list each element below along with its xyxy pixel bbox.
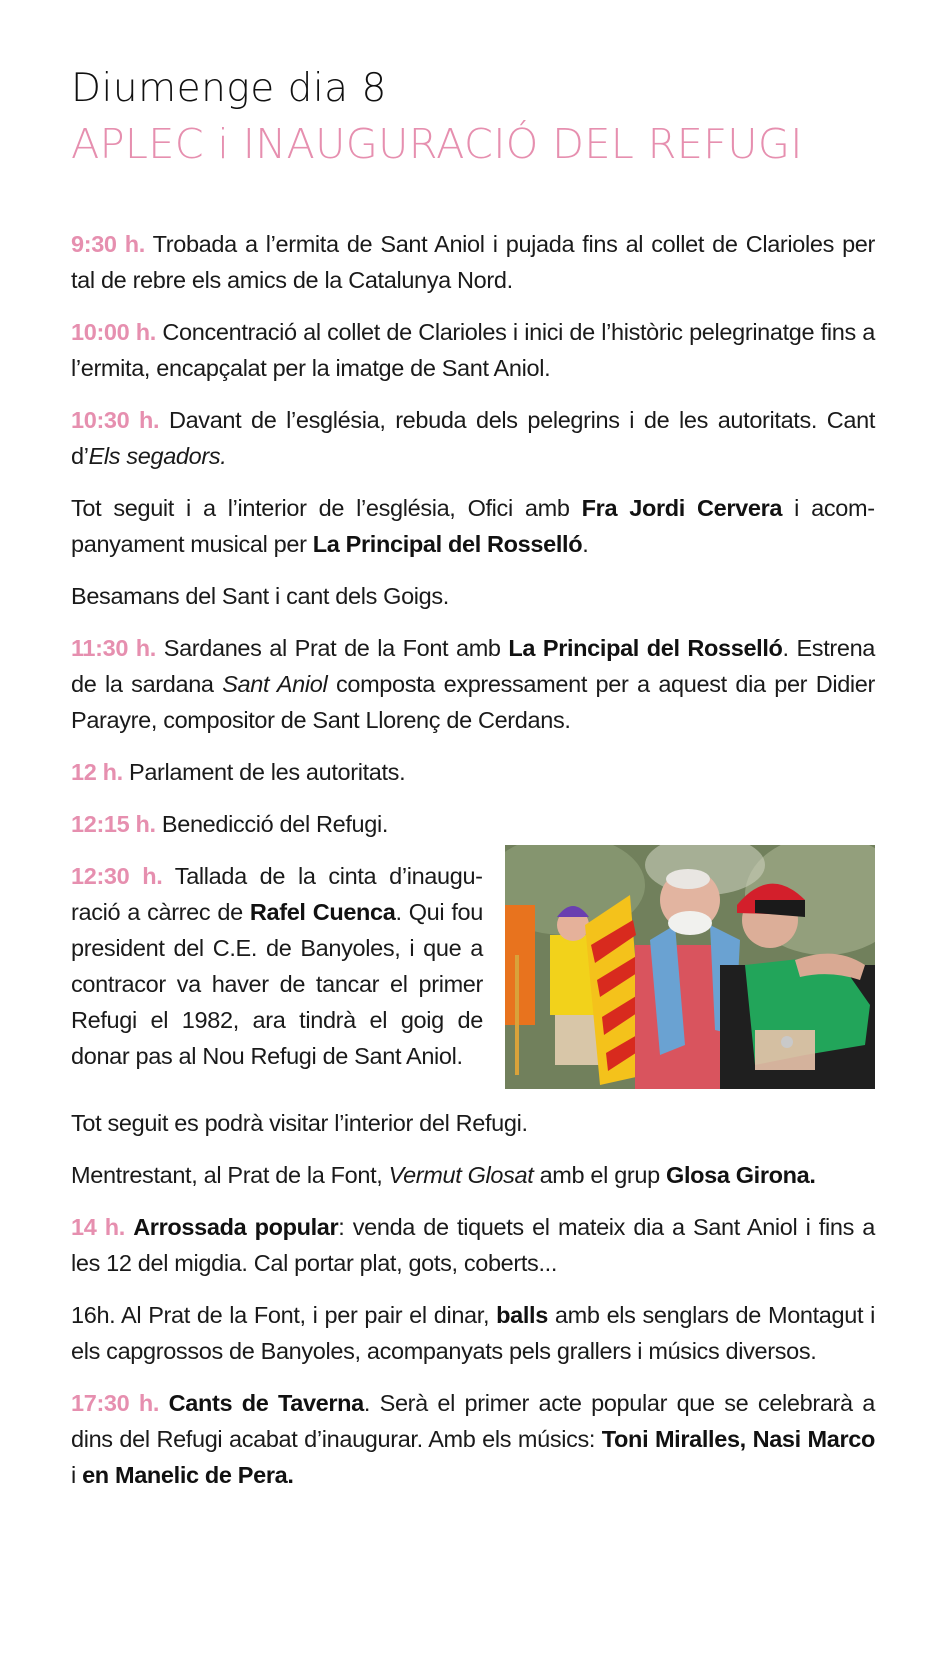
program-item xyxy=(71,578,875,614)
page-header xyxy=(71,62,803,172)
day-title: Diumenge dia 8 xyxy=(71,66,387,111)
event-time: 12:30 h. xyxy=(71,863,163,889)
event-time: 10:30 h. xyxy=(71,407,160,433)
event-time: 9:30 h. xyxy=(71,231,145,257)
event-description: Concentració al collet de Clarioles i inici de l’històric pelegrinatge fins a l’ermita, encapçalat per la imatge de Sant Aniol. xyxy=(71,319,876,381)
event-description: . Estrena de la sardana xyxy=(71,635,876,697)
event-description: Sardanes al Prat de la Font amb xyxy=(156,635,509,661)
program-item xyxy=(71,402,875,474)
event-description: . Qui fou president del C.E. de Banyoles, i que a contracor va haver de tancar el primer Refugi el 1982, ara tindrà el goig de donar pas al Nou Refugi de Sant Aniol. xyxy=(71,899,483,1069)
event-time: 14 h. xyxy=(71,1214,125,1240)
highlighted-name: Glosa Girona. xyxy=(666,1162,816,1188)
featured-block xyxy=(71,858,875,1089)
event-photo xyxy=(505,845,875,1089)
highlighted-name: Arrossada popular xyxy=(133,1214,339,1240)
event-description xyxy=(159,1390,169,1416)
highlighted-name: La Principal del Rosselló xyxy=(312,531,583,557)
event-description: Mentrestant, al Prat de la Font, xyxy=(71,1162,389,1188)
italic-title: Vermut Glosat xyxy=(388,1162,534,1188)
event-description: Tot seguit es podrà visitar l’interior del Refugi. xyxy=(71,1110,528,1136)
program-item xyxy=(71,754,875,790)
event-time: 12:15 h. xyxy=(71,811,156,837)
program-item xyxy=(71,1157,875,1193)
program-item xyxy=(71,630,875,738)
program-item xyxy=(71,490,875,562)
event-description: Besamans del Sant i cant dels Goigs. xyxy=(71,583,449,609)
program-item xyxy=(71,1385,875,1493)
highlighted-name: Rafel Cuenca xyxy=(249,899,396,925)
program-list-after xyxy=(71,1105,875,1493)
highlighted-name: Toni Miralles, Nasi Marco xyxy=(601,1426,875,1452)
program-list xyxy=(71,226,875,842)
event-title: APLEC i INAUGURACIÓ DEL REFUGI xyxy=(71,120,803,168)
event-description: Parlament de les autoritats. xyxy=(122,759,406,785)
highlighted-name: en Manelic de Pera. xyxy=(82,1462,294,1488)
event-time: 10:00 h. xyxy=(71,319,156,345)
event-description: Benedicció del Refugi. xyxy=(155,811,389,837)
event-description: composta expressament per a aquest dia per Didier Parayre, compositor de Sant Llorenç de Cerdans. xyxy=(71,671,875,733)
program-item xyxy=(71,1209,875,1281)
program-item xyxy=(71,314,875,386)
event-time: 17:30 h. xyxy=(71,1390,160,1416)
program-item xyxy=(71,1105,875,1141)
event-description: amb el grup xyxy=(533,1162,667,1188)
program-item xyxy=(71,806,875,842)
program-item xyxy=(71,1297,875,1369)
event-description: . xyxy=(582,531,589,557)
event-description: Davant de l’església, rebuda dels pelegrins i de les autoritats. Cant d’ xyxy=(71,407,875,469)
event-description xyxy=(125,1214,133,1240)
highlighted-name: Cants de Taverna xyxy=(168,1390,364,1416)
event-description: Tallada de la cinta d’inauguració a càrrec de xyxy=(71,863,483,925)
program-content xyxy=(71,226,875,1509)
event-description: amb els senglars de Montagut i els capgrossos de Banyoles, acompanyats pels grallers i músics diversos. xyxy=(71,1302,875,1364)
program-item xyxy=(71,226,875,298)
photo-illustration xyxy=(505,845,875,1089)
event-description: : venda de tiquets el mateix dia a Sant Aniol i fins a les 12 del migdia. Cal portar plat, gots, coberts... xyxy=(71,1214,875,1276)
event-description: . Serà el primer acte popular que se celebrarà a dins del Refugi acabat d’inaugurar. Amb els músics: xyxy=(71,1390,876,1452)
highlighted-name: La Principal del Rosselló xyxy=(508,635,783,661)
italic-title: Els segadors. xyxy=(88,443,227,469)
event-time: 12 h. xyxy=(71,759,123,785)
event-description: 16h. Al Prat de la Font, i per pair el dinar, xyxy=(71,1302,497,1328)
event-description: i acompanyament musical per xyxy=(71,495,876,557)
program-item-featured xyxy=(71,858,483,1074)
highlighted-name: balls xyxy=(496,1302,548,1328)
event-description: i xyxy=(71,1462,83,1488)
event-description: Tot seguit i a l’interior de l’església, Ofici amb xyxy=(71,495,582,521)
event-time: 11:30 h. xyxy=(71,635,156,661)
highlighted-name: Fra Jordi Cervera xyxy=(581,495,783,521)
event-description: Trobada a l’ermita de Sant Aniol i pujada fins al collet de Clarioles per tal de rebre els amics de la Catalunya Nord. xyxy=(71,231,876,293)
italic-title: Sant Aniol xyxy=(222,671,328,697)
